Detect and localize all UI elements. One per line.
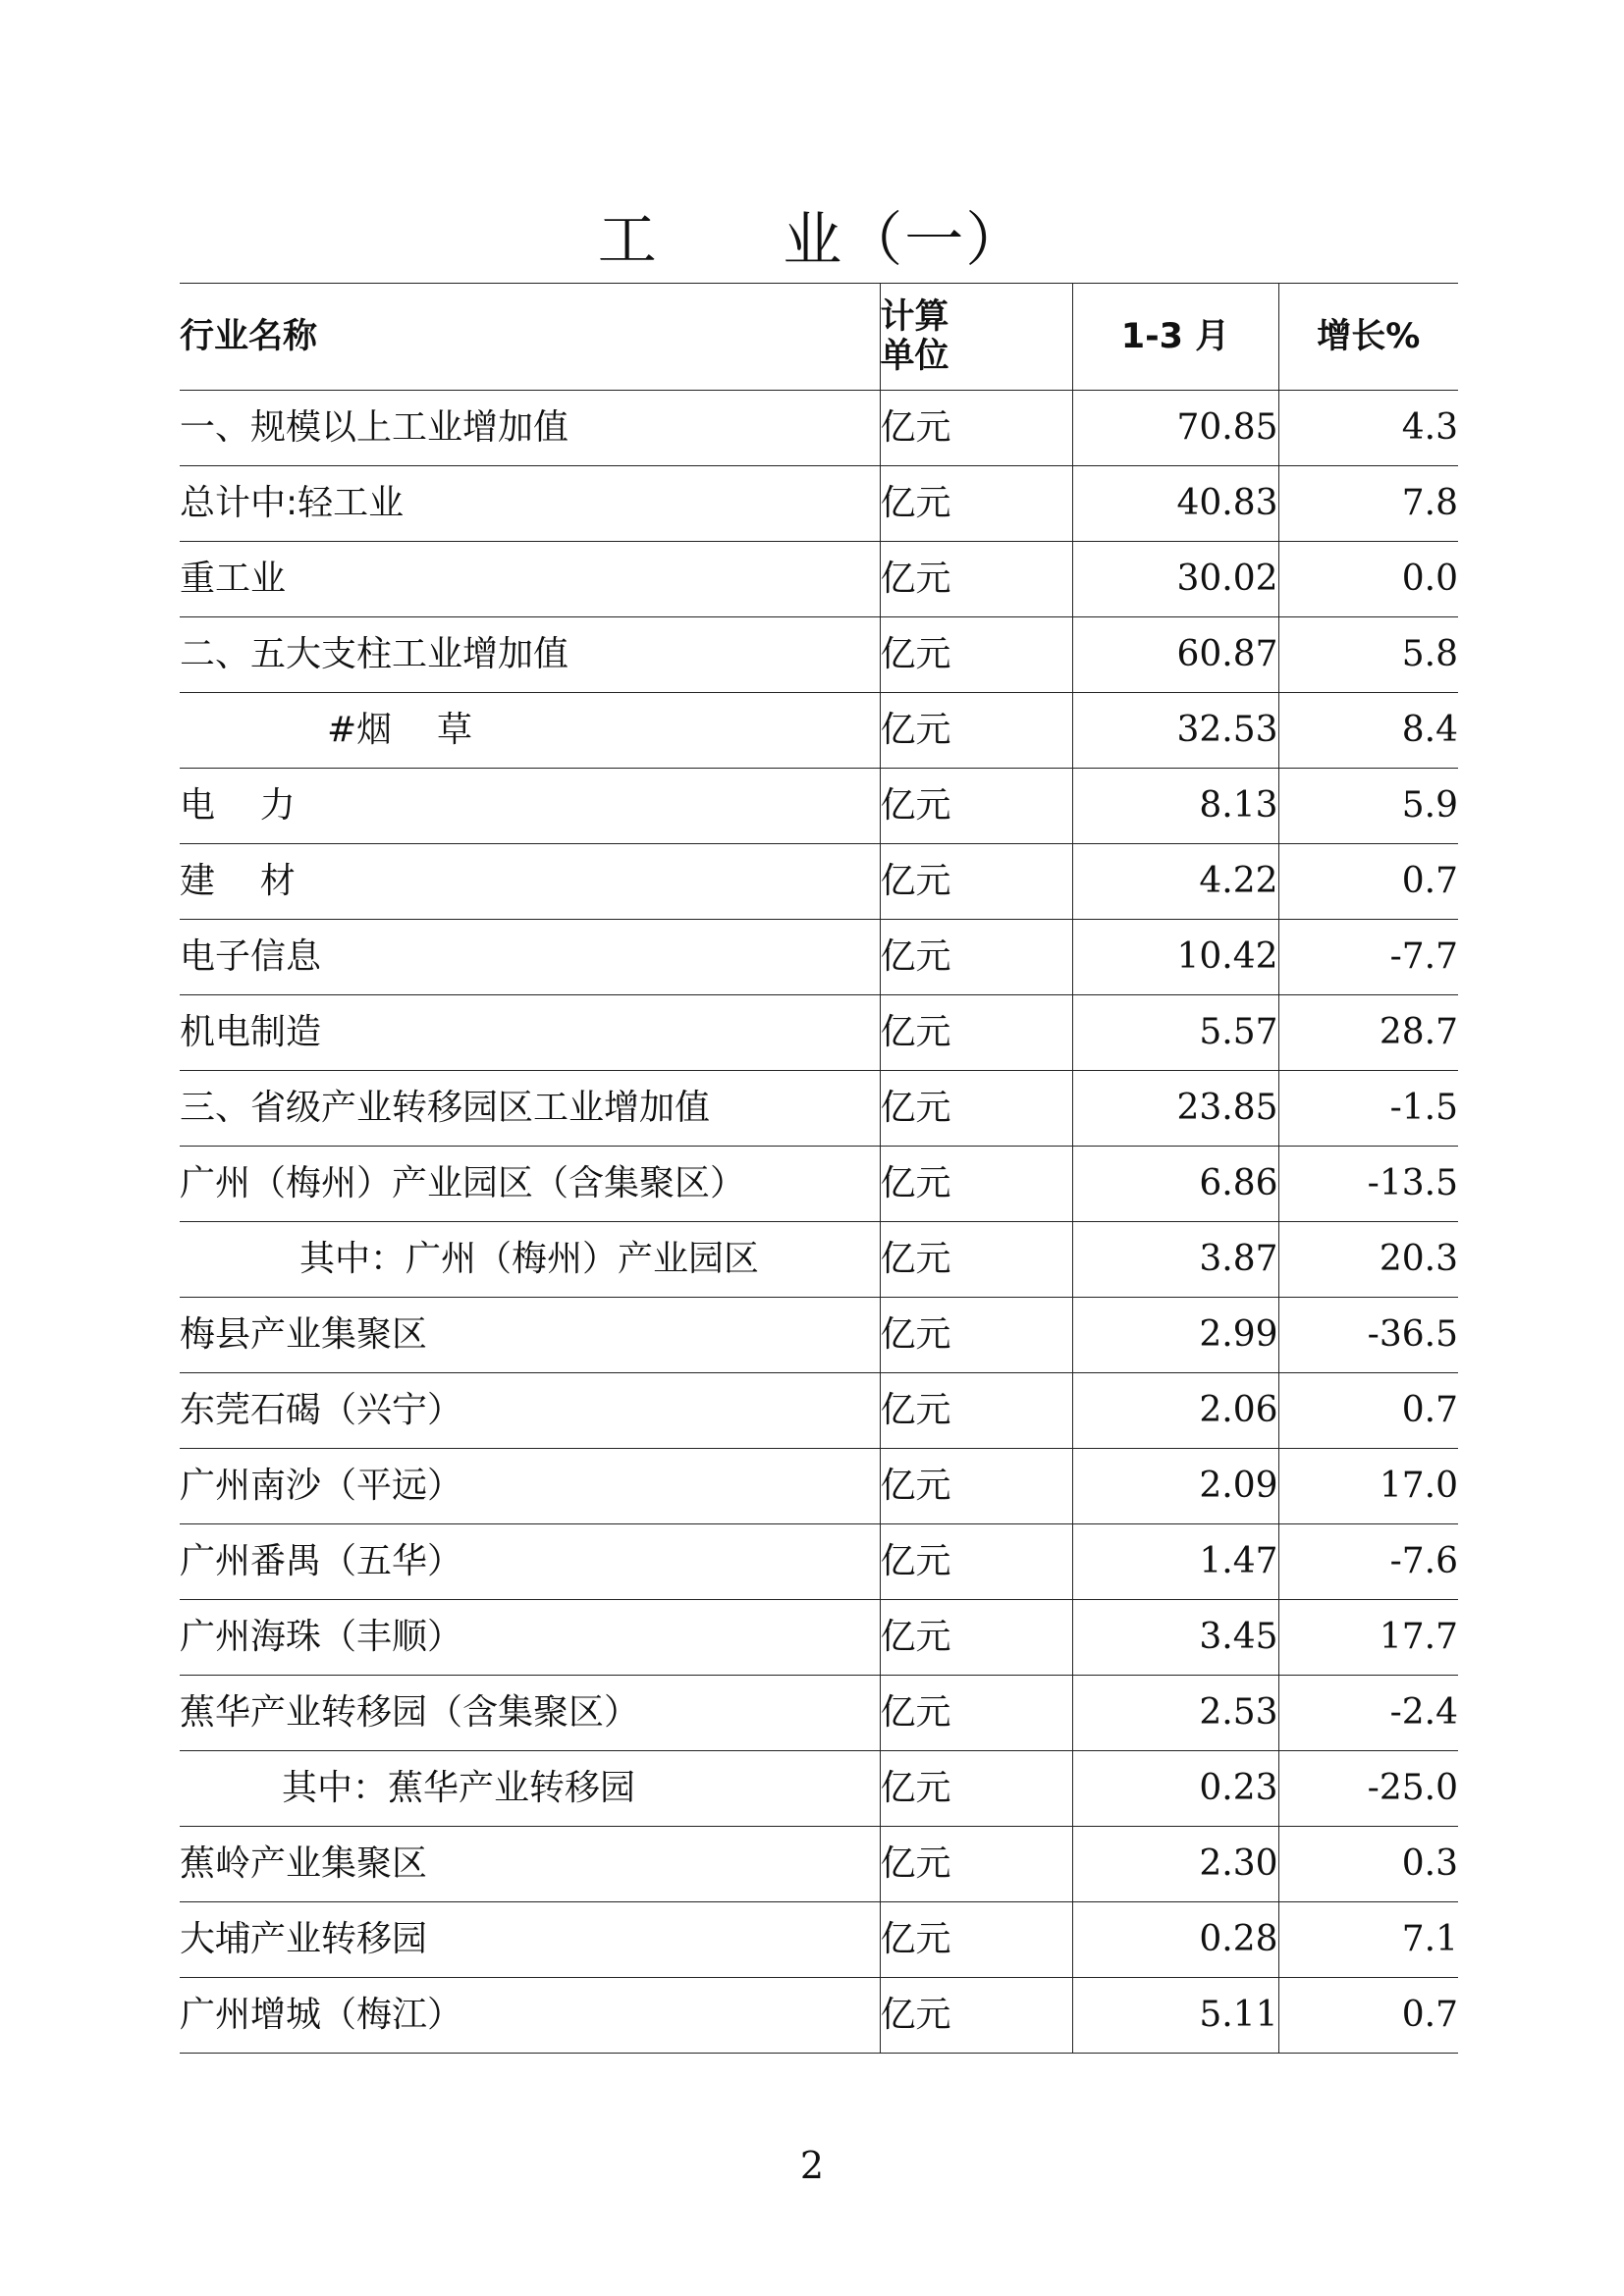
table-row bbox=[180, 1298, 1458, 1373]
table-row bbox=[180, 542, 1458, 617]
row-unit: 亿元 bbox=[880, 1373, 1072, 1449]
row-growth: -2.4 bbox=[1278, 1676, 1458, 1751]
row-value: 4.22 bbox=[1072, 844, 1278, 920]
row-growth: 0.0 bbox=[1278, 542, 1458, 617]
row-growth: -7.6 bbox=[1278, 1524, 1458, 1600]
table-row bbox=[180, 1147, 1458, 1222]
table-row bbox=[180, 920, 1458, 995]
header-growth: 增长% bbox=[1278, 284, 1458, 391]
row-unit: 亿元 bbox=[880, 542, 1072, 617]
row-unit: 亿元 bbox=[880, 693, 1072, 769]
table-row bbox=[180, 1373, 1458, 1449]
row-name: 梅县产业集聚区 bbox=[180, 1298, 880, 1373]
row-unit: 亿元 bbox=[880, 1676, 1072, 1751]
row-value: 1.47 bbox=[1072, 1524, 1278, 1600]
row-name: 蕉岭产业集聚区 bbox=[180, 1827, 880, 1902]
table-row bbox=[180, 995, 1458, 1071]
row-growth: 0.7 bbox=[1278, 844, 1458, 920]
row-growth: -25.0 bbox=[1278, 1751, 1458, 1827]
table-row bbox=[180, 1902, 1458, 1978]
row-name: 一、规模以上工业增加值 bbox=[180, 391, 880, 466]
row-growth: 7.1 bbox=[1278, 1902, 1458, 1978]
table-row bbox=[180, 769, 1458, 844]
row-name: 总计中:轻工业 bbox=[180, 466, 880, 542]
row-value: 2.53 bbox=[1072, 1676, 1278, 1751]
row-name: 广州（梅州）产业园区（含集聚区） bbox=[180, 1147, 880, 1222]
table-row bbox=[180, 1449, 1458, 1524]
row-unit: 亿元 bbox=[880, 617, 1072, 693]
row-unit: 亿元 bbox=[880, 1978, 1072, 2054]
row-name: 广州海珠（丰顺） bbox=[180, 1600, 880, 1676]
row-unit: 亿元 bbox=[880, 1827, 1072, 1902]
row-name: 大埔产业转移园 bbox=[180, 1902, 880, 1978]
row-unit: 亿元 bbox=[880, 466, 1072, 542]
row-growth: 17.7 bbox=[1278, 1600, 1458, 1676]
row-growth: 17.0 bbox=[1278, 1449, 1458, 1524]
row-name: 电子信息 bbox=[180, 920, 880, 995]
row-name: 三、省级产业转移园区工业增加值 bbox=[180, 1071, 880, 1147]
row-value: 6.86 bbox=[1072, 1147, 1278, 1222]
row-value: 3.87 bbox=[1072, 1222, 1278, 1298]
row-name: 广州南沙（平远） bbox=[180, 1449, 880, 1524]
row-unit: 亿元 bbox=[880, 1298, 1072, 1373]
row-value: 5.11 bbox=[1072, 1978, 1278, 2054]
row-growth: 0.7 bbox=[1278, 1373, 1458, 1449]
row-growth: -1.5 bbox=[1278, 1071, 1458, 1147]
row-value: 70.85 bbox=[1072, 391, 1278, 466]
row-growth: -13.5 bbox=[1278, 1147, 1458, 1222]
row-unit: 亿元 bbox=[880, 1524, 1072, 1600]
header-period: 1-3 月 bbox=[1072, 284, 1278, 391]
row-value: 5.57 bbox=[1072, 995, 1278, 1071]
row-unit: 亿元 bbox=[880, 391, 1072, 466]
row-unit: 亿元 bbox=[880, 1071, 1072, 1147]
row-name: #烟 草 bbox=[180, 693, 880, 769]
row-growth: -7.7 bbox=[1278, 920, 1458, 995]
row-value: 40.83 bbox=[1072, 466, 1278, 542]
row-value: 2.09 bbox=[1072, 1449, 1278, 1524]
table-row bbox=[180, 693, 1458, 769]
header-unit bbox=[880, 284, 1072, 391]
row-value: 0.23 bbox=[1072, 1751, 1278, 1827]
row-unit: 亿元 bbox=[880, 920, 1072, 995]
page-title: 工 业（一） bbox=[597, 206, 1027, 275]
row-growth: 5.8 bbox=[1278, 617, 1458, 693]
row-value: 30.02 bbox=[1072, 542, 1278, 617]
row-growth: 28.7 bbox=[1278, 995, 1458, 1071]
row-name: 电 力 bbox=[180, 769, 880, 844]
table-row bbox=[180, 1978, 1458, 2054]
row-name: 机电制造 bbox=[180, 995, 880, 1071]
table-row bbox=[180, 1071, 1458, 1147]
table-row bbox=[180, 1827, 1458, 1902]
row-unit: 亿元 bbox=[880, 769, 1072, 844]
row-unit: 亿元 bbox=[880, 1449, 1072, 1524]
row-unit: 亿元 bbox=[880, 1902, 1072, 1978]
header-unit-line2: 单位 bbox=[880, 337, 949, 376]
row-unit: 亿元 bbox=[880, 995, 1072, 1071]
row-name: 其中：蕉华产业转移园 bbox=[180, 1751, 880, 1827]
table-row bbox=[180, 1676, 1458, 1751]
row-unit: 亿元 bbox=[880, 1751, 1072, 1827]
row-growth: -36.5 bbox=[1278, 1298, 1458, 1373]
row-value: 2.30 bbox=[1072, 1827, 1278, 1902]
table-row bbox=[180, 1751, 1458, 1827]
row-value: 2.99 bbox=[1072, 1298, 1278, 1373]
row-growth: 7.8 bbox=[1278, 466, 1458, 542]
row-value: 23.85 bbox=[1072, 1071, 1278, 1147]
header-industry-name: 行业名称 bbox=[180, 284, 880, 391]
header-unit-line1: 计算 bbox=[880, 297, 949, 337]
row-unit: 亿元 bbox=[880, 1147, 1072, 1222]
row-value: 10.42 bbox=[1072, 920, 1278, 995]
row-value: 0.28 bbox=[1072, 1902, 1278, 1978]
row-name: 东莞石碣（兴宁） bbox=[180, 1373, 880, 1449]
industry-table bbox=[180, 283, 1458, 2054]
row-name: 蕉华产业转移园（含集聚区） bbox=[180, 1676, 880, 1751]
row-name: 二、五大支柱工业增加值 bbox=[180, 617, 880, 693]
row-name: 广州增城（梅江） bbox=[180, 1978, 880, 2054]
table-row bbox=[180, 466, 1458, 542]
row-name: 建 材 bbox=[180, 844, 880, 920]
row-growth: 5.9 bbox=[1278, 769, 1458, 844]
row-name: 广州番禺（五华） bbox=[180, 1524, 880, 1600]
row-value: 32.53 bbox=[1072, 693, 1278, 769]
row-unit: 亿元 bbox=[880, 1600, 1072, 1676]
row-growth: 8.4 bbox=[1278, 693, 1458, 769]
table-header-row bbox=[180, 284, 1458, 391]
row-value: 3.45 bbox=[1072, 1600, 1278, 1676]
row-growth: 0.7 bbox=[1278, 1978, 1458, 2054]
row-growth: 4.3 bbox=[1278, 391, 1458, 466]
row-unit: 亿元 bbox=[880, 844, 1072, 920]
row-growth: 0.3 bbox=[1278, 1827, 1458, 1902]
row-unit: 亿元 bbox=[880, 1222, 1072, 1298]
row-name: 其中：广州（梅州）产业园区 bbox=[180, 1222, 880, 1298]
page-number: 2 bbox=[799, 2144, 825, 2187]
table-row bbox=[180, 1600, 1458, 1676]
table-row bbox=[180, 1222, 1458, 1298]
table-row bbox=[180, 1524, 1458, 1600]
row-value: 60.87 bbox=[1072, 617, 1278, 693]
table-row bbox=[180, 844, 1458, 920]
row-value: 8.13 bbox=[1072, 769, 1278, 844]
row-growth: 20.3 bbox=[1278, 1222, 1458, 1298]
row-name: 重工业 bbox=[180, 542, 880, 617]
table-row bbox=[180, 391, 1458, 466]
row-value: 2.06 bbox=[1072, 1373, 1278, 1449]
table-row bbox=[180, 617, 1458, 693]
